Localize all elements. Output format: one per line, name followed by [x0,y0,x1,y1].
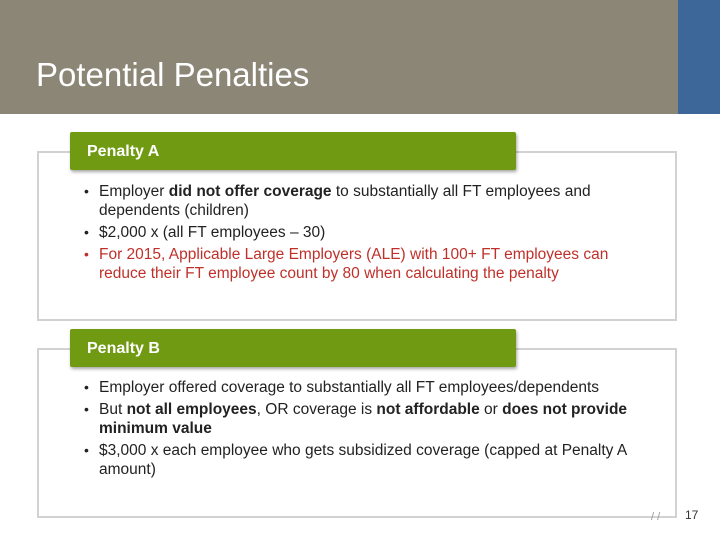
bullet-text: $2,000 x (all FT employees – 30) [99,224,326,241]
bullet-dot: • [84,442,89,458]
bullet-emphasis: does not provide minimum value [99,401,628,437]
bullet-text: For 2015, Applicable Large Employers (ALE) with 100+ FT employees can reduce their FT employee count by 80 when calculating the penalty [99,246,609,282]
bullet-text: , OR coverage is [256,401,377,418]
footer-mark: / / [651,511,661,523]
bullet-text: Employer offered coverage to substantially all FT employees/dependents [99,379,600,396]
bullet-dot: • [84,379,89,395]
header-accent-bar [678,0,720,114]
bullet-dot: • [84,224,89,240]
penalty-a-bullet-2 [84,223,644,242]
penalty-b-tab: Penalty B [70,329,516,367]
penalty-b-bullet-3 [84,441,644,479]
bullet-text: to substantially all FT employees and dependents (children) [99,183,591,219]
penalty-b-bullet-2 [84,400,644,438]
page-number: 17 [685,508,699,522]
bullet-text: But [99,401,127,418]
bullet-emphasis: not all employees [126,401,257,418]
bullet-dot: • [84,183,89,199]
bullet-dot: • [84,246,89,262]
penalty-b-bullet-1 [84,378,644,397]
penalty-a-bullet-list [84,182,644,286]
bullet-text: $3,000 x each employee who gets subsidized coverage (capped at Penalty A amount) [99,442,627,478]
bullet-emphasis: not affordable [376,401,480,418]
penalty-b-bullet-list [84,378,644,482]
slide-title: Potential Penalties [36,56,310,93]
penalty-a-bullet-3 [84,245,644,283]
bullet-text: or [479,401,503,418]
bullet-dot: • [84,401,89,417]
bullet-emphasis: did not offer coverage [168,183,332,200]
penalty-a-tab: Penalty A [70,132,516,170]
penalty-a-bullet-1 [84,182,644,220]
bullet-text: Employer [99,183,169,200]
